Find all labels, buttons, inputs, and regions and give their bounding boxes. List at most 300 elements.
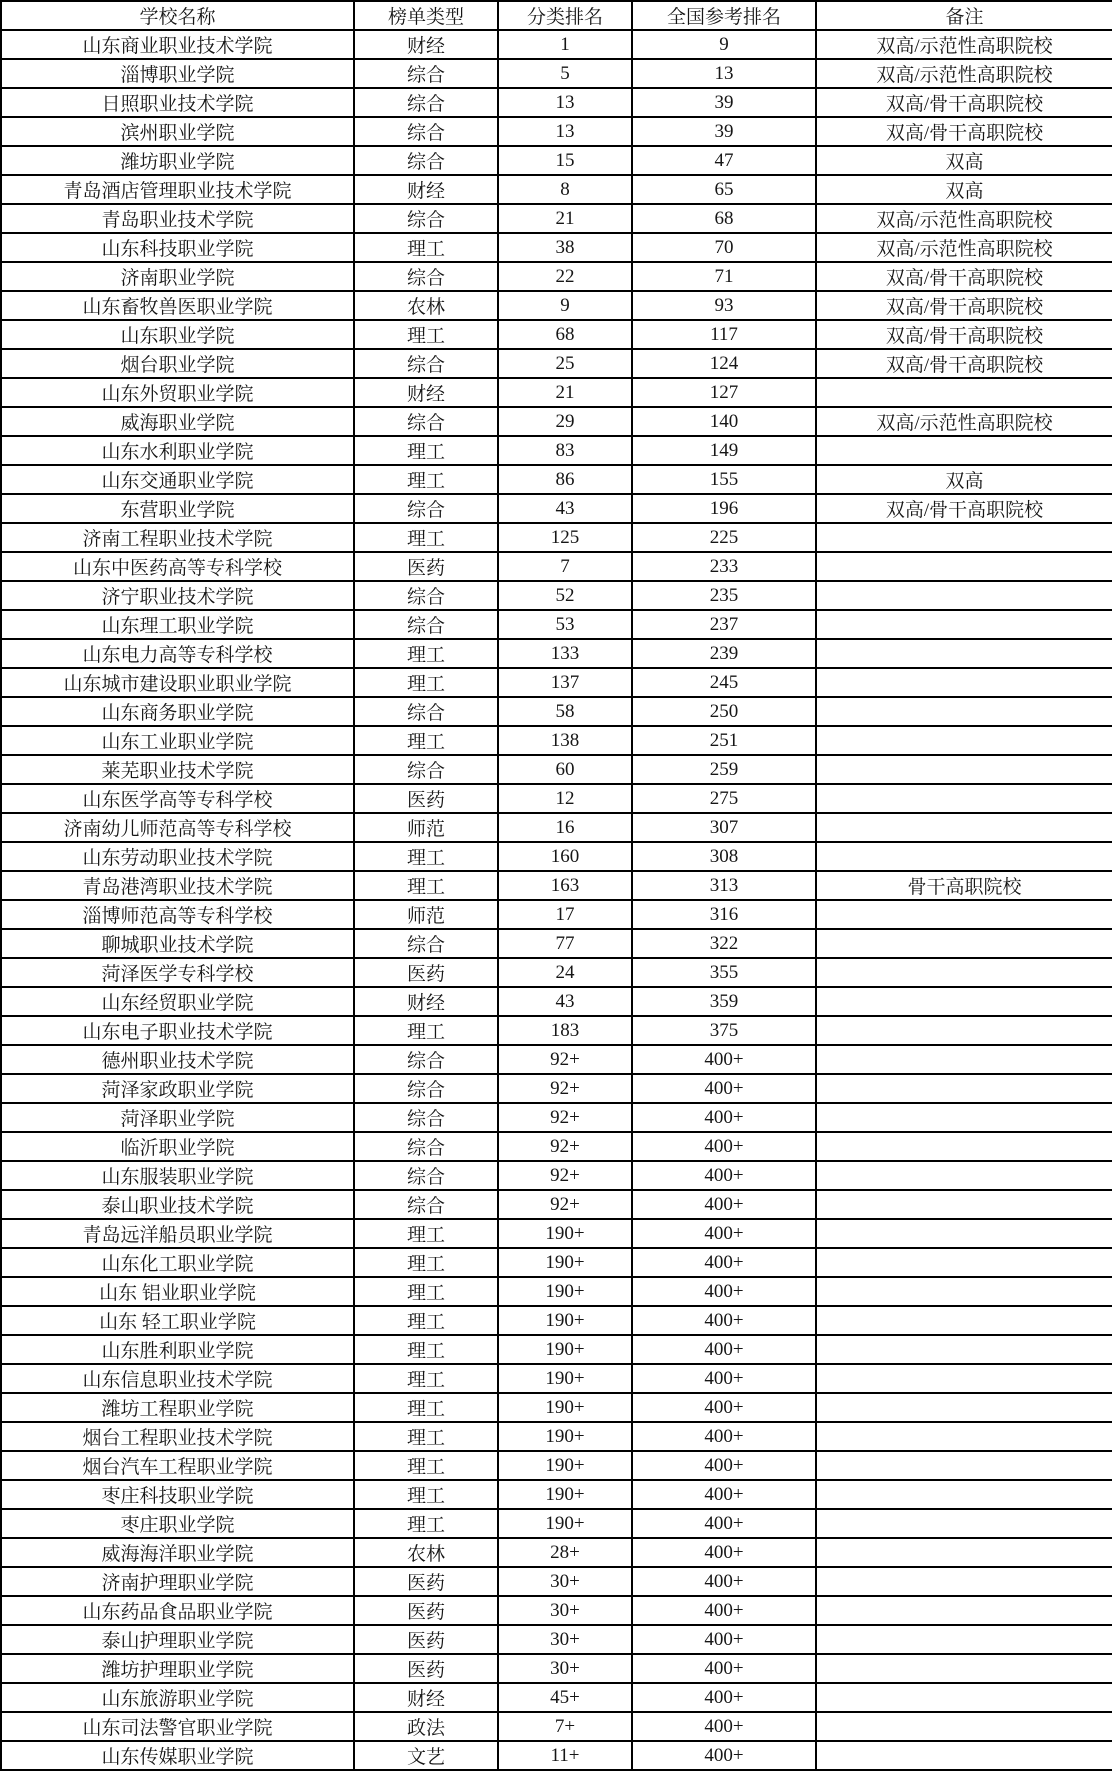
cell-national-rank: 400+ — [632, 1393, 816, 1422]
cell-national-rank: 400+ — [632, 1074, 816, 1103]
cell-national-rank: 233 — [632, 552, 816, 581]
cell-school-name: 山东化工职业学院 — [1, 1248, 354, 1277]
cell-list-type: 医药 — [354, 1567, 498, 1596]
cell-school-name: 泰山护理职业学院 — [1, 1625, 354, 1654]
cell-category-rank: 45+ — [498, 1683, 632, 1712]
cell-national-rank: 71 — [632, 262, 816, 291]
cell-remark — [816, 1161, 1112, 1190]
cell-school-name: 济宁职业技术学院 — [1, 581, 354, 610]
cell-category-rank: 22 — [498, 262, 632, 291]
cell-remark — [816, 523, 1112, 552]
table-row — [1, 1161, 1112, 1190]
cell-category-rank: 138 — [498, 726, 632, 755]
cell-list-type: 理工 — [354, 436, 498, 465]
cell-national-rank: 400+ — [632, 1306, 816, 1335]
cell-list-type: 医药 — [354, 958, 498, 987]
cell-national-rank: 400+ — [632, 1596, 816, 1625]
cell-list-type: 财经 — [354, 378, 498, 407]
cell-national-rank: 313 — [632, 871, 816, 900]
cell-list-type: 理工 — [354, 1364, 498, 1393]
cell-school-name: 烟台工程职业技术学院 — [1, 1422, 354, 1451]
cell-school-name: 山东畜牧兽医职业学院 — [1, 291, 354, 320]
cell-remark: 双高/骨干高职院校 — [816, 117, 1112, 146]
cell-national-rank: 239 — [632, 639, 816, 668]
table-row — [1, 668, 1112, 697]
cell-national-rank: 400+ — [632, 1248, 816, 1277]
cell-remark: 双高 — [816, 146, 1112, 175]
cell-remark: 双高/示范性高职院校 — [816, 204, 1112, 233]
cell-category-rank: 15 — [498, 146, 632, 175]
table-row — [1, 726, 1112, 755]
cell-list-type: 财经 — [354, 175, 498, 204]
cell-remark — [816, 1132, 1112, 1161]
cell-national-rank: 149 — [632, 436, 816, 465]
cell-national-rank: 127 — [632, 378, 816, 407]
header-school-name: 学校名称 — [1, 1, 354, 30]
cell-category-rank: 38 — [498, 233, 632, 262]
cell-remark — [816, 987, 1112, 1016]
table-row — [1, 523, 1112, 552]
cell-school-name: 山东 轻工职业学院 — [1, 1306, 354, 1335]
cell-category-rank: 52 — [498, 581, 632, 610]
cell-list-type: 医药 — [354, 784, 498, 813]
cell-school-name: 山东胜利职业学院 — [1, 1335, 354, 1364]
cell-list-type: 综合 — [354, 349, 498, 378]
table-row — [1, 59, 1112, 88]
cell-category-rank: 8 — [498, 175, 632, 204]
cell-list-type: 理工 — [354, 523, 498, 552]
cell-category-rank: 7 — [498, 552, 632, 581]
cell-national-rank: 196 — [632, 494, 816, 523]
cell-national-rank: 250 — [632, 697, 816, 726]
cell-national-rank: 39 — [632, 117, 816, 146]
cell-remark: 双高/骨干高职院校 — [816, 349, 1112, 378]
cell-national-rank: 400+ — [632, 1335, 816, 1364]
table-row — [1, 1393, 1112, 1422]
cell-list-type: 财经 — [354, 1683, 498, 1712]
cell-remark — [816, 1277, 1112, 1306]
cell-remark — [816, 784, 1112, 813]
cell-category-rank: 13 — [498, 117, 632, 146]
cell-remark — [816, 1509, 1112, 1538]
table-row — [1, 871, 1112, 900]
cell-remark: 双高/示范性高职院校 — [816, 233, 1112, 262]
cell-list-type: 理工 — [354, 1451, 498, 1480]
table-row — [1, 204, 1112, 233]
cell-national-rank: 400+ — [632, 1422, 816, 1451]
cell-category-rank: 183 — [498, 1016, 632, 1045]
cell-national-rank: 400+ — [632, 1567, 816, 1596]
cell-remark — [816, 1190, 1112, 1219]
cell-category-rank: 92+ — [498, 1103, 632, 1132]
table-row — [1, 262, 1112, 291]
cell-remark — [816, 1219, 1112, 1248]
cell-school-name: 山东职业学院 — [1, 320, 354, 349]
cell-category-rank: 133 — [498, 639, 632, 668]
cell-national-rank: 124 — [632, 349, 816, 378]
cell-list-type: 综合 — [354, 1161, 498, 1190]
cell-remark: 双高/骨干高职院校 — [816, 88, 1112, 117]
cell-school-name: 青岛职业技术学院 — [1, 204, 354, 233]
cell-school-name: 济南职业学院 — [1, 262, 354, 291]
cell-national-rank: 322 — [632, 929, 816, 958]
cell-school-name: 潍坊职业学院 — [1, 146, 354, 175]
cell-school-name: 枣庄职业学院 — [1, 1509, 354, 1538]
cell-category-rank: 30+ — [498, 1596, 632, 1625]
cell-category-rank: 190+ — [498, 1451, 632, 1480]
table-row — [1, 349, 1112, 378]
table-row — [1, 1625, 1112, 1654]
cell-national-rank: 245 — [632, 668, 816, 697]
cell-category-rank: 58 — [498, 697, 632, 726]
table-row — [1, 465, 1112, 494]
cell-remark — [816, 1654, 1112, 1683]
cell-remark — [816, 697, 1112, 726]
cell-school-name: 菏泽家政职业学院 — [1, 1074, 354, 1103]
cell-school-name: 菏泽医学专科学校 — [1, 958, 354, 987]
cell-school-name: 山东中医药高等专科学校 — [1, 552, 354, 581]
cell-list-type: 理工 — [354, 1480, 498, 1509]
cell-school-name: 山东经贸职业学院 — [1, 987, 354, 1016]
cell-list-type: 师范 — [354, 900, 498, 929]
cell-national-rank: 400+ — [632, 1712, 816, 1741]
cell-category-rank: 190+ — [498, 1393, 632, 1422]
cell-list-type: 综合 — [354, 610, 498, 639]
cell-remark — [816, 1103, 1112, 1132]
cell-national-rank: 400+ — [632, 1364, 816, 1393]
cell-category-rank: 43 — [498, 494, 632, 523]
cell-national-rank: 400+ — [632, 1451, 816, 1480]
cell-school-name: 山东理工职业学院 — [1, 610, 354, 639]
cell-remark — [816, 610, 1112, 639]
cell-list-type: 医药 — [354, 1654, 498, 1683]
cell-school-name: 济南护理职业学院 — [1, 1567, 354, 1596]
cell-category-rank: 92+ — [498, 1132, 632, 1161]
cell-category-rank: 16 — [498, 813, 632, 842]
cell-school-name: 烟台汽车工程职业学院 — [1, 1451, 354, 1480]
cell-category-rank: 68 — [498, 320, 632, 349]
cell-category-rank: 137 — [498, 668, 632, 697]
cell-remark — [816, 929, 1112, 958]
cell-category-rank: 77 — [498, 929, 632, 958]
header-row — [1, 1, 1112, 30]
cell-school-name: 山东服装职业学院 — [1, 1161, 354, 1190]
cell-national-rank: 355 — [632, 958, 816, 987]
cell-category-rank: 1 — [498, 30, 632, 59]
cell-school-name: 聊城职业技术学院 — [1, 929, 354, 958]
table-row — [1, 88, 1112, 117]
cell-category-rank: 60 — [498, 755, 632, 784]
table-row — [1, 1654, 1112, 1683]
cell-school-name: 日照职业技术学院 — [1, 88, 354, 117]
cell-school-name: 威海职业学院 — [1, 407, 354, 436]
cell-category-rank: 17 — [498, 900, 632, 929]
table-row — [1, 175, 1112, 204]
cell-remark — [816, 1567, 1112, 1596]
table-row — [1, 30, 1112, 59]
cell-category-rank: 11+ — [498, 1741, 632, 1770]
cell-school-name: 山东商务职业学院 — [1, 697, 354, 726]
table-row — [1, 1538, 1112, 1567]
cell-national-rank: 400+ — [632, 1538, 816, 1567]
cell-national-rank: 155 — [632, 465, 816, 494]
cell-list-type: 综合 — [354, 1074, 498, 1103]
cell-list-type: 医药 — [354, 1625, 498, 1654]
cell-list-type: 理工 — [354, 639, 498, 668]
cell-remark — [816, 1422, 1112, 1451]
table-row — [1, 639, 1112, 668]
cell-school-name: 青岛远洋船员职业学院 — [1, 1219, 354, 1248]
cell-school-name: 烟台职业学院 — [1, 349, 354, 378]
cell-school-name: 滨州职业学院 — [1, 117, 354, 146]
table-row — [1, 494, 1112, 523]
cell-remark: 骨干高职院校 — [816, 871, 1112, 900]
cell-list-type: 综合 — [354, 1132, 498, 1161]
cell-school-name: 山东 铝业职业学院 — [1, 1277, 354, 1306]
table-row — [1, 1567, 1112, 1596]
cell-list-type: 综合 — [354, 204, 498, 233]
cell-remark — [816, 552, 1112, 581]
table-row — [1, 1712, 1112, 1741]
cell-school-name: 山东城市建设职业职业学院 — [1, 668, 354, 697]
cell-national-rank: 225 — [632, 523, 816, 552]
cell-list-type: 综合 — [354, 581, 498, 610]
cell-national-rank: 316 — [632, 900, 816, 929]
cell-school-name: 山东交通职业学院 — [1, 465, 354, 494]
cell-school-name: 德州职业技术学院 — [1, 1045, 354, 1074]
table-row — [1, 1451, 1112, 1480]
cell-list-type: 医药 — [354, 552, 498, 581]
table-row — [1, 1219, 1112, 1248]
cell-remark: 双高/骨干高职院校 — [816, 262, 1112, 291]
table-row — [1, 958, 1112, 987]
cell-school-name: 青岛酒店管理职业技术学院 — [1, 175, 354, 204]
cell-school-name: 山东药品食品职业学院 — [1, 1596, 354, 1625]
cell-list-type: 综合 — [354, 929, 498, 958]
header-category-rank: 分类排名 — [498, 1, 632, 30]
cell-national-rank: 400+ — [632, 1741, 816, 1770]
cell-category-rank: 30+ — [498, 1625, 632, 1654]
table-body — [1, 30, 1112, 1770]
cell-national-rank: 68 — [632, 204, 816, 233]
cell-category-rank: 190+ — [498, 1248, 632, 1277]
cell-school-name: 枣庄科技职业学院 — [1, 1480, 354, 1509]
table-row — [1, 233, 1112, 262]
cell-school-name: 山东医学高等专科学校 — [1, 784, 354, 813]
cell-remark: 双高 — [816, 175, 1112, 204]
table-row — [1, 552, 1112, 581]
cell-remark — [816, 1538, 1112, 1567]
cell-list-type: 理工 — [354, 726, 498, 755]
cell-national-rank: 375 — [632, 1016, 816, 1045]
table-row — [1, 1190, 1112, 1219]
cell-remark — [816, 1393, 1112, 1422]
table-row — [1, 1045, 1112, 1074]
cell-list-type: 综合 — [354, 407, 498, 436]
table-row — [1, 407, 1112, 436]
cell-remark — [816, 1306, 1112, 1335]
cell-school-name: 山东商业职业技术学院 — [1, 30, 354, 59]
table-row — [1, 291, 1112, 320]
table-row — [1, 784, 1112, 813]
cell-national-rank: 400+ — [632, 1190, 816, 1219]
cell-list-type: 理工 — [354, 1509, 498, 1538]
table-row — [1, 1364, 1112, 1393]
cell-national-rank: 400+ — [632, 1480, 816, 1509]
cell-list-type: 理工 — [354, 1248, 498, 1277]
cell-national-rank: 400+ — [632, 1045, 816, 1074]
cell-school-name: 山东外贸职业学院 — [1, 378, 354, 407]
cell-category-rank: 30+ — [498, 1567, 632, 1596]
cell-category-rank: 83 — [498, 436, 632, 465]
cell-remark — [816, 1741, 1112, 1770]
cell-national-rank: 400+ — [632, 1654, 816, 1683]
cell-list-type: 理工 — [354, 233, 498, 262]
cell-list-type: 理工 — [354, 1219, 498, 1248]
cell-remark: 双高/示范性高职院校 — [816, 30, 1112, 59]
cell-category-rank: 7+ — [498, 1712, 632, 1741]
cell-list-type: 理工 — [354, 1335, 498, 1364]
cell-school-name: 济南幼儿师范高等专科学校 — [1, 813, 354, 842]
cell-category-rank: 190+ — [498, 1219, 632, 1248]
table-row — [1, 610, 1112, 639]
table-row — [1, 929, 1112, 958]
cell-school-name: 山东传媒职业学院 — [1, 1741, 354, 1770]
cell-school-name: 山东电子职业技术学院 — [1, 1016, 354, 1045]
cell-remark — [816, 1364, 1112, 1393]
cell-list-type: 理工 — [354, 465, 498, 494]
cell-remark: 双高/示范性高职院校 — [816, 59, 1112, 88]
cell-category-rank: 190+ — [498, 1277, 632, 1306]
cell-school-name: 淄博职业学院 — [1, 59, 354, 88]
header-remark: 备注 — [816, 1, 1112, 30]
cell-category-rank: 190+ — [498, 1306, 632, 1335]
cell-school-name: 山东劳动职业技术学院 — [1, 842, 354, 871]
cell-remark — [816, 581, 1112, 610]
cell-category-rank: 12 — [498, 784, 632, 813]
table-row — [1, 1248, 1112, 1277]
cell-list-type: 理工 — [354, 871, 498, 900]
cell-remark — [816, 1045, 1112, 1074]
cell-category-rank: 190+ — [498, 1480, 632, 1509]
cell-national-rank: 9 — [632, 30, 816, 59]
cell-remark — [816, 1451, 1112, 1480]
cell-category-rank: 163 — [498, 871, 632, 900]
cell-school-name: 山东科技职业学院 — [1, 233, 354, 262]
table-row — [1, 1509, 1112, 1538]
table-row — [1, 842, 1112, 871]
cell-list-type: 综合 — [354, 755, 498, 784]
cell-category-rank: 5 — [498, 59, 632, 88]
cell-national-rank: 400+ — [632, 1277, 816, 1306]
cell-list-type: 理工 — [354, 668, 498, 697]
cell-list-type: 理工 — [354, 1306, 498, 1335]
cell-remark — [816, 639, 1112, 668]
header-national-rank: 全国参考排名 — [632, 1, 816, 30]
table-row — [1, 1741, 1112, 1770]
cell-national-rank: 359 — [632, 987, 816, 1016]
cell-school-name: 山东旅游职业学院 — [1, 1683, 354, 1712]
cell-category-rank: 190+ — [498, 1509, 632, 1538]
cell-category-rank: 92+ — [498, 1045, 632, 1074]
table-row — [1, 900, 1112, 929]
cell-list-type: 医药 — [354, 1596, 498, 1625]
table-row — [1, 146, 1112, 175]
cell-category-rank: 92+ — [498, 1190, 632, 1219]
cell-remark — [816, 1335, 1112, 1364]
cell-category-rank: 190+ — [498, 1422, 632, 1451]
cell-list-type: 理工 — [354, 320, 498, 349]
cell-remark — [816, 1074, 1112, 1103]
cell-list-type: 农林 — [354, 291, 498, 320]
cell-national-rank: 235 — [632, 581, 816, 610]
cell-category-rank: 13 — [498, 88, 632, 117]
cell-remark — [816, 900, 1112, 929]
cell-list-type: 财经 — [354, 987, 498, 1016]
table-row — [1, 1016, 1112, 1045]
cell-national-rank: 400+ — [632, 1625, 816, 1654]
cell-list-type: 文艺 — [354, 1741, 498, 1770]
table-row — [1, 378, 1112, 407]
cell-school-name: 潍坊护理职业学院 — [1, 1654, 354, 1683]
cell-remark — [816, 958, 1112, 987]
cell-list-type: 理工 — [354, 1422, 498, 1451]
cell-category-rank: 160 — [498, 842, 632, 871]
header-list-type: 榜单类型 — [354, 1, 498, 30]
cell-list-type: 综合 — [354, 262, 498, 291]
cell-category-rank: 125 — [498, 523, 632, 552]
cell-school-name: 山东工业职业学院 — [1, 726, 354, 755]
cell-national-rank: 65 — [632, 175, 816, 204]
cell-remark: 双高 — [816, 465, 1112, 494]
table-row — [1, 813, 1112, 842]
table-row — [1, 1277, 1112, 1306]
cell-category-rank: 9 — [498, 291, 632, 320]
cell-school-name: 莱芜职业技术学院 — [1, 755, 354, 784]
cell-category-rank: 21 — [498, 204, 632, 233]
cell-category-rank: 86 — [498, 465, 632, 494]
table-row — [1, 1480, 1112, 1509]
cell-school-name: 东营职业学院 — [1, 494, 354, 523]
table-row — [1, 1335, 1112, 1364]
cell-list-type: 理工 — [354, 1277, 498, 1306]
cell-remark — [816, 1712, 1112, 1741]
cell-national-rank: 400+ — [632, 1683, 816, 1712]
cell-school-name: 泰山职业技术学院 — [1, 1190, 354, 1219]
cell-list-type: 师范 — [354, 813, 498, 842]
cell-remark — [816, 1596, 1112, 1625]
cell-list-type: 综合 — [354, 1045, 498, 1074]
cell-national-rank: 275 — [632, 784, 816, 813]
cell-category-rank: 21 — [498, 378, 632, 407]
cell-national-rank: 308 — [632, 842, 816, 871]
cell-national-rank: 400+ — [632, 1132, 816, 1161]
cell-remark: 双高/骨干高职院校 — [816, 494, 1112, 523]
cell-national-rank: 117 — [632, 320, 816, 349]
cell-remark — [816, 1016, 1112, 1045]
table-row — [1, 1132, 1112, 1161]
cell-school-name: 山东信息职业技术学院 — [1, 1364, 354, 1393]
cell-remark — [816, 1625, 1112, 1654]
cell-list-type: 理工 — [354, 1016, 498, 1045]
table-row — [1, 1306, 1112, 1335]
cell-remark — [816, 668, 1112, 697]
cell-school-name: 菏泽职业学院 — [1, 1103, 354, 1132]
cell-list-type: 政法 — [354, 1712, 498, 1741]
cell-list-type: 综合 — [354, 494, 498, 523]
cell-remark — [816, 842, 1112, 871]
cell-national-rank: 400+ — [632, 1509, 816, 1538]
